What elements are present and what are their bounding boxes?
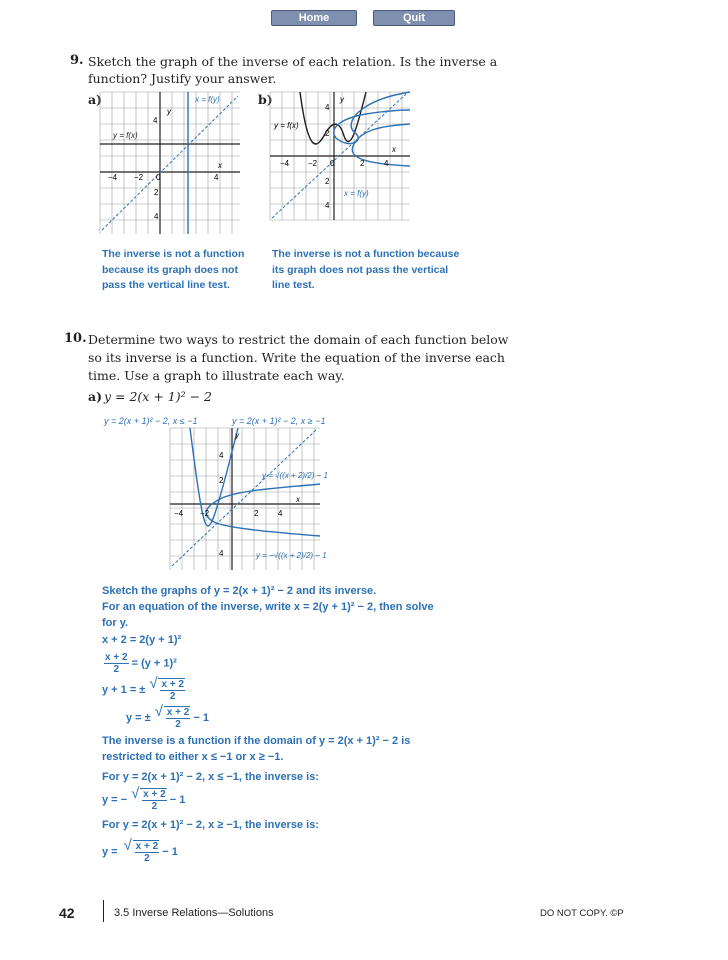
q10-text-2: so its inverse is a function. Write the equation of the inverse each [88, 350, 505, 365]
svg-text:x: x [218, 161, 222, 170]
svg-text:0: 0 [330, 159, 335, 168]
svg-text:4: 4 [219, 549, 224, 558]
svg-text:−2: −2 [308, 159, 318, 168]
svg-text:4: 4 [325, 201, 330, 210]
svg-text:2: 2 [219, 476, 224, 485]
q10-eq-6: y = √ $\frac{x + 2}{2}$ − 1 [102, 840, 178, 864]
svg-text:y: y [167, 107, 171, 116]
footer-copyright: DO NOT COPY. ©P [540, 908, 624, 919]
q9-text-2: function? Justify your answer. [88, 71, 277, 86]
svg-text:−4: −4 [174, 509, 184, 518]
home-button[interactable]: Home [271, 10, 357, 26]
q10-eq-5: y = − √ $\frac{x + 2}{2}$ − 1 [102, 788, 185, 812]
svg-text:4: 4 [214, 173, 219, 182]
q10-solution-ge: For y = 2(x + 1)² − 2, x ≥ −1, the inverse is: [102, 819, 319, 831]
svg-text:y: y [340, 95, 344, 104]
svg-text:y = √((x + 2)/2) − 1: y = √((x + 2)/2) − 1 [262, 471, 328, 480]
quit-button[interactable]: Quit [373, 10, 455, 26]
q10-eq-4: y = ± √ $\frac{x + 2}{2}$ − 1 [126, 706, 209, 730]
graph10-label-left: y = 2(x + 1)² − 2, x ≤ −1 [104, 416, 198, 426]
q9-part-b-label: b) [258, 92, 273, 107]
svg-text:4: 4 [278, 509, 283, 518]
graph-9a [100, 92, 240, 234]
q10-eq-3: y + 1 = ± √ $\frac{x + 2}{2}$ [102, 678, 185, 702]
svg-text:2: 2 [360, 159, 365, 168]
svg-text:4: 4 [153, 116, 158, 125]
svg-text:−2: −2 [134, 173, 144, 182]
q10-part-a-label: a) [88, 389, 103, 404]
svg-text:−4: −4 [108, 173, 118, 182]
q10-number: 10. [64, 331, 87, 346]
svg-text:y: y [235, 431, 239, 440]
svg-text:y = f(x): y = f(x) [113, 131, 138, 140]
svg-text:x: x [392, 145, 396, 154]
svg-text:4: 4 [219, 451, 224, 460]
svg-text:4: 4 [384, 159, 389, 168]
svg-text:2: 2 [154, 188, 159, 197]
svg-text:4: 4 [325, 103, 330, 112]
svg-text:2: 2 [254, 509, 259, 518]
q10-solution-intro: Sketch the graphs of y = 2(x + 1)² − 2 and its inverse. For an equation of the inverse, write x = 2(y + 1)² − 2, then solve for y. [102, 585, 434, 629]
graph10-label-right: y = 2(x + 1)² − 2, x ≥ −1 [232, 416, 326, 426]
q10-text-3: time. Use a graph to illustrate each way. [88, 368, 345, 383]
svg-text:y = f(x): y = f(x) [274, 121, 299, 130]
graph-10a [170, 428, 328, 570]
q9-number: 9. [70, 53, 84, 68]
q9-part-a-label: a) [88, 92, 103, 107]
q9-text-1: Sketch the graph of the inverse of each relation. Is the inverse a [88, 54, 498, 69]
graph-9b [270, 92, 410, 220]
svg-text:0: 0 [156, 173, 161, 182]
q9a-answer: The inverse is not a function because its graph does not pass the vertical line test. [102, 248, 245, 291]
svg-text:y = −√((x + 2)/2) − 1: y = −√((x + 2)/2) − 1 [256, 551, 327, 560]
svg-text:2: 2 [325, 129, 330, 138]
page-number: 42 [59, 905, 75, 921]
svg-text:4: 4 [154, 212, 159, 221]
q10-part-a-eq: y = 2(x + 1)² − 2 [104, 389, 212, 404]
q9b-answer: The inverse is not a function because its graph does not pass the vertical line test. [272, 248, 460, 291]
q10-eq-1: x + 2 = 2(y + 1)² [102, 634, 182, 646]
svg-text:−4: −4 [280, 159, 290, 168]
q10-text-1: Determine two ways to restrict the domain of each function below [88, 332, 509, 347]
svg-text:x = f(y): x = f(y) [344, 189, 369, 198]
svg-text:x = f(y): x = f(y) [195, 95, 220, 104]
svg-text:−2: −2 [200, 509, 210, 518]
q10-solution-restrict: The inverse is a function if the domain of y = 2(x + 1)² − 2 is restricted to either x ≤ −1 or x ≥ −1. For y = 2(x + 1)² − 2, x ≤ −1, the inverse is: [102, 735, 411, 783]
svg-text:x: x [296, 495, 300, 504]
q10-eq-2: $\frac{x + 2}{2}$ = (y + 1)² [105, 652, 177, 675]
footer-title: 3.5 Inverse Relations—Solutions [114, 907, 274, 919]
svg-text:2: 2 [325, 177, 330, 186]
footer-divider [103, 900, 104, 922]
